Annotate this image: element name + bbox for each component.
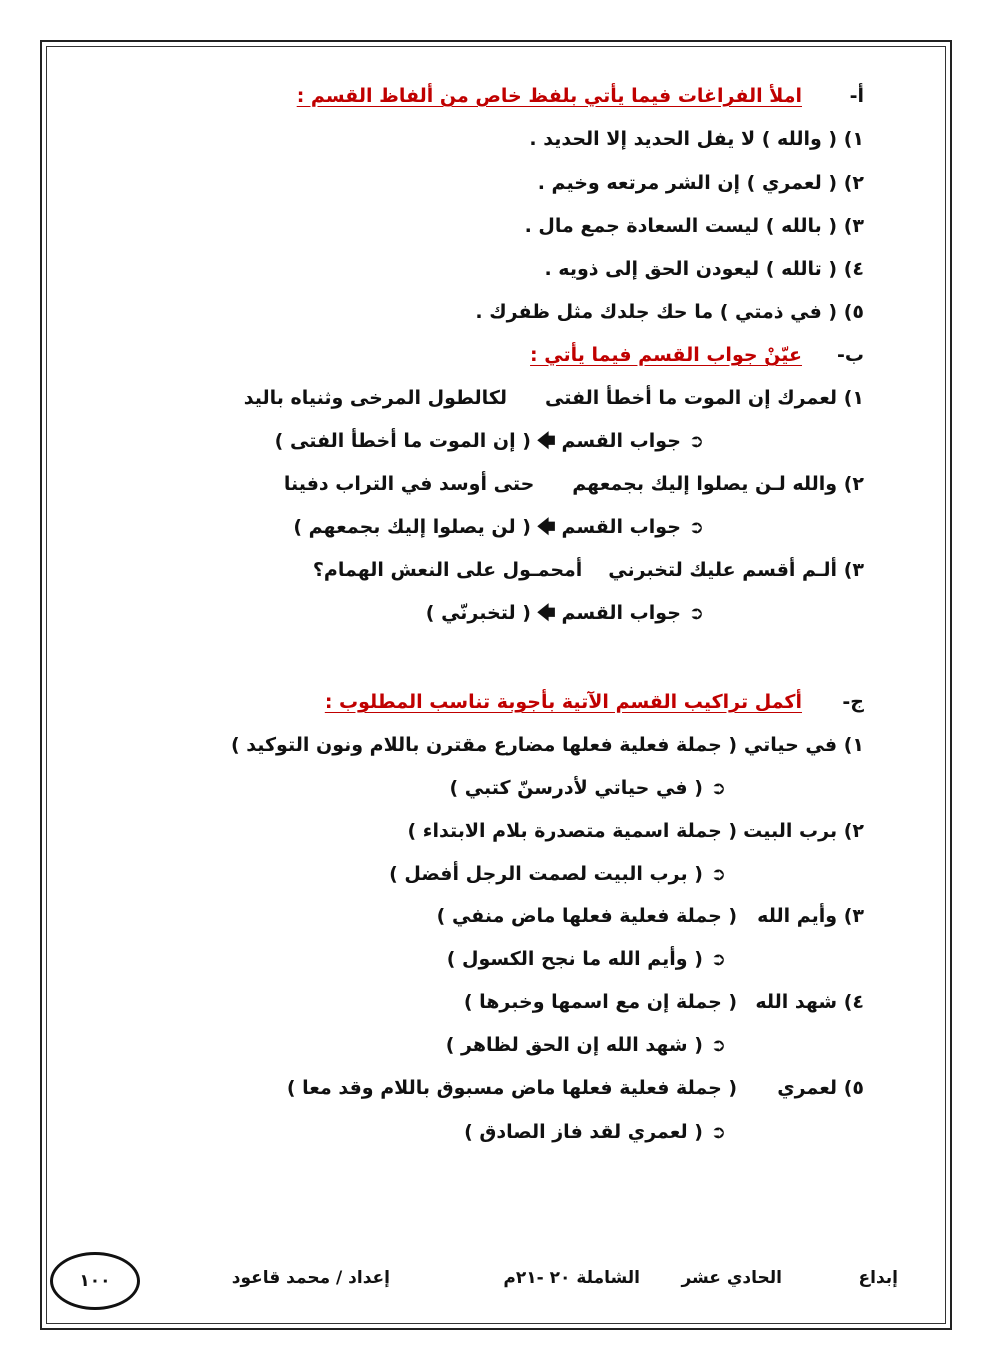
answer-line: [447, 947, 726, 972]
answer-text: ( برب البيت لصمت الرجل أفضل ): [389, 863, 703, 885]
footer-grade: الحادي عشر: [681, 1268, 782, 1288]
answer-line: [464, 1120, 726, 1145]
poem-hemistich: ألـم أقسم عليك لتخبرني: [608, 559, 838, 581]
circle-arrow-icon: ➲: [688, 431, 704, 452]
item-number: ١): [843, 734, 864, 756]
oath-requirement: ( جملة إن مع اسمها وخبرها ): [463, 991, 738, 1013]
answer-line: [275, 429, 704, 454]
answer-line: [426, 601, 704, 626]
oath-requirement: ( جملة فعلية فعلها مضارع مقترن باللام ونون التوكيد ): [230, 734, 738, 756]
oath-phrase: في حياتي: [743, 734, 838, 756]
section-b-title: [530, 343, 864, 367]
poem-line: [244, 386, 864, 410]
poem-hemistich: حتى أوسد في التراب دفينا: [283, 473, 535, 495]
answer-line: [449, 776, 726, 801]
answer-label: جواب القسم: [561, 602, 681, 624]
item-number: ٢): [843, 820, 864, 842]
section-a-item: ٣) ( بالله ) ليست السعادة جمع مال .: [524, 215, 864, 237]
oath-requirement: ( جملة فعلية فعلها ماض منفي ): [436, 905, 738, 927]
item-number: ٥): [843, 1077, 864, 1099]
answer-text: ( شهد الله إن الحق لظاهر ): [445, 1034, 703, 1056]
item-number: ٣): [843, 559, 864, 581]
arrow-left-icon: 🡄: [536, 431, 556, 452]
circle-arrow-icon: ➲: [710, 1035, 726, 1056]
oath-phrase: لعمري: [777, 1077, 838, 1099]
section-b-letter: ب-: [837, 344, 864, 366]
section-c-heading: أكمل تراكيب القسم الآتية بأجوبة تناسب المطلوب :: [324, 691, 802, 713]
oath-phrase: شهد الله: [755, 991, 838, 1013]
answer-text: ( في حياتي لأدرسنّ كتبي ): [449, 777, 703, 799]
section-c-title: [325, 690, 864, 714]
poem-line: [313, 558, 864, 582]
answer-text: ( لعمري لقد فاز الصادق ): [464, 1121, 703, 1143]
circle-arrow-icon: ➲: [710, 778, 726, 799]
circle-arrow-icon: ➲: [710, 864, 726, 885]
answer-text: ( لتخبرنّي ): [425, 602, 531, 624]
answer-text: ( لن يصلوا إليك بجمعهم ): [293, 516, 531, 538]
poem-hemistich: لكالطول المرخى وثنياه باليد: [243, 387, 507, 409]
section-a-heading: املأ الفراغات فيما يأتي بلفظ خاص من ألفاظ القسم :: [296, 85, 802, 107]
oath-requirement: ( جملة فعلية فعلها ماض مسبوق باللام وقد معا ): [286, 1077, 738, 1099]
oath-line: [231, 733, 864, 757]
section-a-title: [297, 84, 864, 108]
item-number: ٣): [843, 905, 864, 927]
answer-text: ( وأيم الله ما نجح الكسول ): [446, 948, 703, 970]
oath-requirement: ( جملة اسمية متصدرة بلام الابتداء ): [407, 820, 738, 842]
section-a-item: ٢) ( لعمري ) إن الشر مرتعه وخيم .: [537, 172, 864, 194]
section-a-item: ٥) ( في ذمتي ) ما حك جلدك مثل ظفرك .: [475, 301, 864, 323]
arrow-left-icon: 🡄: [536, 603, 556, 624]
section-a-item: ٤) ( تالله ) ليعودن الحق إلى ذويه .: [544, 258, 864, 280]
item-number: ١): [843, 387, 864, 409]
section-c-letter: ج-: [842, 691, 864, 713]
poem-hemistich: والله لـن يصلوا إليك بجمعهم: [572, 473, 838, 495]
item-number: ٤): [843, 991, 864, 1013]
poem-line: [284, 472, 864, 496]
oath-line: [287, 1076, 864, 1100]
answer-text: ( إن الموت ما أخطأ الفتى ): [274, 430, 531, 452]
oath-phrase: وأيم الله: [757, 905, 838, 927]
circle-arrow-icon: ➲: [710, 949, 726, 970]
oath-line: [464, 990, 864, 1014]
footer-series: الشاملة ٢٠ -٢١م: [503, 1268, 640, 1288]
answer-line: [293, 515, 704, 540]
circle-arrow-icon: ➲: [710, 1122, 726, 1143]
item-number: ٢): [843, 473, 864, 495]
answer-label: جواب القسم: [561, 430, 681, 452]
page-number: ١٠٠: [79, 1271, 111, 1291]
oath-line: [407, 819, 864, 843]
answer-line: [446, 1033, 726, 1058]
poem-hemistich: أمحمـول على النعش الهمام؟: [312, 559, 583, 581]
oath-phrase: برب البيت: [743, 820, 838, 842]
answer-line: [389, 862, 726, 887]
section-a-letter: أ-: [849, 85, 864, 107]
section-a-item: ١) ( والله ) لا يفل الحديد إلا الحديد .: [529, 128, 864, 150]
circle-arrow-icon: ➲: [688, 517, 704, 538]
oath-line: [437, 904, 864, 928]
arrow-left-icon: 🡄: [536, 517, 556, 538]
poem-hemistich: لعمرك إن الموت ما أخطأ الفتى: [545, 387, 838, 409]
section-b-heading: عيّنْ جواب القسم فيما يأتي :: [530, 344, 802, 366]
answer-label: جواب القسم: [561, 516, 681, 538]
page-number-badge: [50, 1252, 140, 1310]
footer-author: إعداد / محمد قاعود: [231, 1268, 390, 1288]
footer-brand: إبداع: [858, 1268, 898, 1288]
circle-arrow-icon: ➲: [688, 603, 704, 624]
